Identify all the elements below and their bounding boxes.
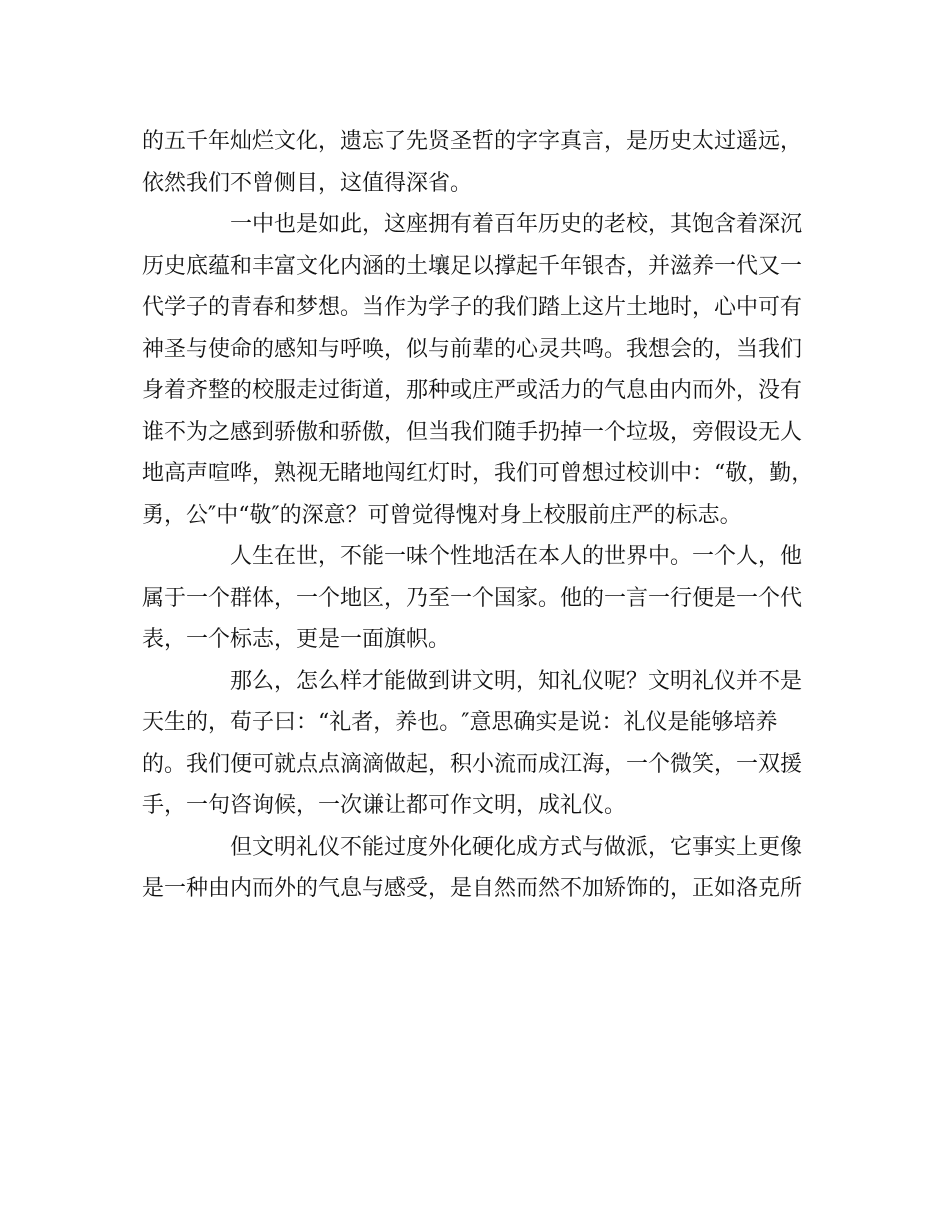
text-line: 是一种由内而外的气息与感受，是自然而然不加矫饰的，正如洛克所 — [142, 876, 803, 901]
document-body — [142, 121, 814, 910]
text-line: 地高声喧哗，熟视无睹地闯红灯时，我们可曾想过校训中：“敬，勤， — [142, 461, 814, 486]
text-line: 一中也是如此，这座拥有着百年历史的老校，其饱含着深沉 — [230, 212, 803, 237]
text-line: 表，一个标志，更是一面旗帜。 — [142, 627, 451, 652]
text-line: 那么，怎么样才能做到讲文明，知礼仪呢？文明礼仪并不是 — [230, 668, 803, 694]
paragraph-continuation — [142, 121, 802, 204]
text-line: 历史底蕴和丰富文化内涵的土壤足以撑起千年银杏，并滋养一代又一 — [142, 253, 803, 279]
text-line: 的五千年灿烂文化，遗忘了先贤圣哲的字字真言，是历史太过遥远， — [142, 129, 803, 154]
text-line: 谁不为之感到骄傲和骄傲，但当我们随手扔掉一个垃圾，旁假设无人 — [142, 419, 803, 445]
text-line: 手，一句咨询候，一次谦让都可作文明，成礼仪。 — [142, 793, 627, 818]
text-line: 但文明礼仪不能过度外化硬化成方式与做派，它事实上更像 — [230, 834, 803, 860]
text-line: 天生的，荀子曰：“礼者，养也。″意思确实是说：礼仪是能够培养 — [142, 710, 778, 735]
paragraph-individual — [142, 536, 802, 661]
text-line: 代学子的青春和梦想。当作为学子的我们踏上这片土地时，心中可有 — [142, 295, 803, 320]
text-line: 神圣与使命的感知与呼唤，似与前辈的心灵共鸣。我想会的，当我们 — [142, 336, 803, 362]
paragraph-natural — [142, 827, 802, 910]
text-line: 身着齐整的校服走过街道，那种或庄严或活力的气息由内而外，没有 — [142, 378, 803, 403]
text-line: 的。我们便可就点点滴滴做起，积小流而成江海，一个微笑，一双援 — [142, 751, 803, 777]
text-line: 属于一个群体，一个地区，乃至一个国家。他的一言一行便是一个代 — [142, 585, 803, 611]
paragraph-how-to — [142, 661, 802, 827]
text-line: 人生在世，不能一味个性地活在本人的世界中。一个人，他 — [230, 544, 803, 569]
paragraph-school-history — [142, 204, 814, 536]
text-line: 依然我们不曾侧目，这值得深省。 — [142, 170, 473, 196]
text-line: 勇，公″中“敬″的深意？可曾觉得愧对身上校服前庄严的标志。 — [142, 502, 742, 528]
